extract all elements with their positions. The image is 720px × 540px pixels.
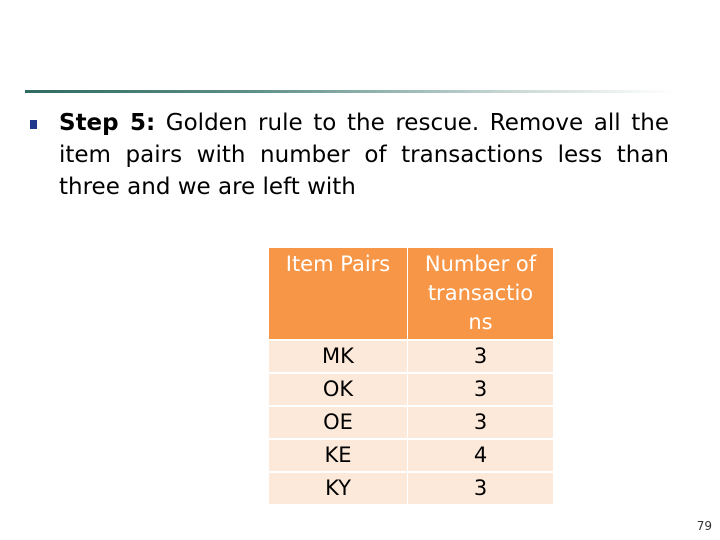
cell-pair: OK (269, 373, 408, 406)
title-divider (25, 90, 675, 93)
header-number-of-transactions: Number of transactio ns (408, 248, 554, 341)
cell-count: 3 (408, 406, 554, 439)
cell-pair: MK (269, 340, 408, 373)
table-row (269, 439, 554, 472)
cell-pair: KE (269, 439, 408, 472)
step-label: Step 5: (59, 110, 156, 136)
table-header-row (269, 248, 554, 341)
page-number: 79 (696, 519, 712, 533)
cell-count: 3 (408, 472, 554, 505)
cell-pair: OE (269, 406, 408, 439)
header-item-pairs: Item Pairs (269, 248, 408, 341)
step-paragraph (59, 107, 669, 203)
table-row (269, 373, 554, 406)
cell-count: 3 (408, 340, 554, 373)
table-row (269, 472, 554, 505)
item-pairs-table (268, 247, 554, 505)
cell-count: 4 (408, 439, 554, 472)
cell-pair: KY (269, 472, 408, 505)
table-row (269, 340, 554, 373)
table-row (269, 406, 554, 439)
cell-count: 3 (408, 373, 554, 406)
step-description: Golden rule to the rescue. Remove all the item pairs with number of transactions less than three and we are left with (59, 110, 669, 200)
bullet-icon (30, 120, 37, 129)
